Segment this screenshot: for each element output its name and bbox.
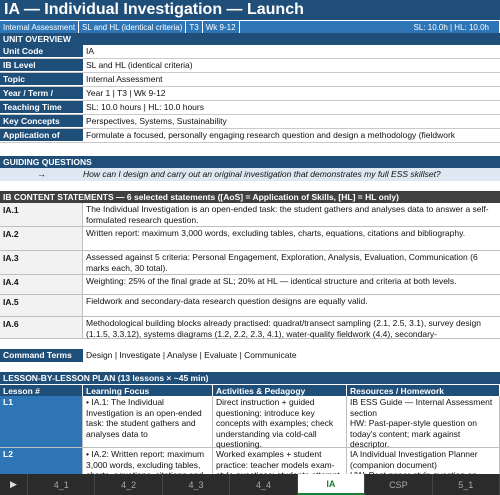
guiding-question: How can I design and carry out an original investigation that demonstrates my full ESS skillset? <box>83 169 441 179</box>
sheet-tab-4-2[interactable]: 4_2 <box>95 474 162 495</box>
content-statement-row <box>0 275 500 295</box>
column-header: Lesson # <box>0 385 83 396</box>
content-statement-row <box>0 317 500 339</box>
subtitle-item: SL: 10.0h | HL: 10.0h <box>411 21 500 33</box>
statement-text: Weighting: 25% of the final grade at SL; 20% at HL — identical structure and criteria at both levels. <box>86 276 457 286</box>
overview-label: Teaching Time <box>0 101 83 114</box>
lesson-resources: IB ESS Guide — Internal Assessment section HW: Past-paper-style question on today's content; mark against descriptor. <box>347 396 500 447</box>
lesson-resources: IA Individual Investigation Planner (companion document) <box>347 448 500 487</box>
overview-value: Formulate a focused, personally engaging research question and design a methodology (fieldwork <box>86 130 456 140</box>
overview-value: Internal Assessment <box>86 74 163 84</box>
sheet-tab-4-4[interactable]: 4_4 <box>230 474 297 495</box>
lesson-plan-heading: LESSON-BY-LESSON PLAN (13 lessons × ~45 min) <box>0 372 500 384</box>
overview-label: IB Level <box>0 59 83 72</box>
overview-value: Perspectives, Systems, Sustainability <box>86 116 227 126</box>
content-statement-row <box>0 251 500 275</box>
sheet-tab-csp[interactable]: CSP <box>365 474 432 495</box>
command-terms-value: Design | Investigate | Analyse | Evaluate | Communicate <box>86 350 297 360</box>
column-header: Activities & Pedagogy <box>213 385 347 396</box>
subtitle-item: SL and HL (identical criteria) <box>79 21 186 33</box>
sheet-tab-4-3[interactable]: 4_3 <box>163 474 230 495</box>
guiding-question-row <box>0 168 500 181</box>
lesson-row <box>0 396 500 448</box>
guiding-questions-heading: GUIDING QUESTIONS <box>0 156 500 168</box>
overview-value: SL and HL (identical criteria) <box>86 60 193 70</box>
unit-overview-heading: UNIT OVERVIEW <box>0 33 500 45</box>
overview-row <box>0 115 500 129</box>
subtitle-item: T3 <box>186 21 202 33</box>
overview-row <box>0 129 500 143</box>
content-statement-row <box>0 227 500 251</box>
statement-code: IA.2 <box>0 227 83 250</box>
overview-label: Application of <box>0 129 83 142</box>
overview-label: Key Concepts <box>0 115 83 128</box>
column-header: Learning Focus <box>83 385 213 396</box>
subtitle-item: Wk 9-12 <box>203 21 240 33</box>
overview-label: Topic <box>0 73 83 86</box>
content-statement-row <box>0 203 500 227</box>
statement-text: The Individual Investigation is an open-ended task: the student gathers and analyses data to answer a self-formulated research question. <box>86 204 489 225</box>
overview-value: IA <box>86 46 95 56</box>
overview-row <box>0 45 500 59</box>
overview-label: Year / Term / <box>0 87 83 100</box>
content-statements-heading: IB CONTENT STATEMENTS — 6 selected statements ([AoS] = Application of Skills, [HL] = HL only) <box>0 191 500 203</box>
content-statement-row <box>0 295 500 317</box>
overview-value: SL: 10.0 hours | HL: 10.0 hours <box>86 102 204 112</box>
statement-code: IA.1 <box>0 203 83 226</box>
statement-text: Fieldwork and secondary-data research question designs are equally valid. <box>86 296 368 306</box>
statement-text: Written report: maximum 3,000 words, excluding tables, charts, equations, citations and bibliography. <box>86 228 466 238</box>
sheet-tab-ia[interactable]: IA <box>298 474 365 495</box>
subtitle-item: Internal Assessment <box>0 21 79 33</box>
overview-label: Unit Code <box>0 45 83 58</box>
column-header: Resources / Homework <box>347 385 500 396</box>
sheet-tab-bar <box>0 474 500 495</box>
overview-row <box>0 59 500 73</box>
unit-overview-table <box>0 45 500 143</box>
overview-row <box>0 87 500 101</box>
play-icon[interactable]: ▶ <box>0 474 28 495</box>
statement-text: Assessed against 5 criteria: Personal Engagement, Exploration, Analysis, Evaluation, Communication (6 marks each, 30 total). <box>86 252 478 273</box>
statement-code: IA.3 <box>0 251 83 274</box>
lesson-number: L2 <box>0 448 83 487</box>
arrow-icon: → <box>37 169 46 179</box>
lesson-activities: Direct instruction + guided questioning: introduce key concepts with examples; check understanding via cold-call questioning. <box>213 396 347 447</box>
lesson-focus: • IA.2: Written report: maximum 3,000 words, excluding tables, <box>83 448 213 487</box>
statement-code: IA.6 <box>0 317 83 338</box>
command-terms-label: Command Terms <box>0 349 83 362</box>
statement-text: Methodological building blocks already practised: quadrat/transect sampling (2.1, 2.5, 3.1), survey design (1.1.5, 3.3.12), systems diagrams (1.2, 2.2, 2.3, 4.1), water-quality fieldwork (4.4), secondary- <box>86 318 481 339</box>
overview-value: Year 1 | T3 | Wk 9-12 <box>86 88 166 98</box>
overview-row <box>0 101 500 115</box>
subtitle-bar <box>0 20 500 33</box>
lesson-focus: • IA.1: The Individual Investigation is an open-ended task: the student gathers and analyses data to <box>83 396 213 447</box>
lesson-number: L1 <box>0 396 83 447</box>
statement-code: IA.5 <box>0 295 83 316</box>
lesson-activities: Worked examples + student practice: teacher models exam- <box>213 448 347 487</box>
sheet-tab-4-1[interactable]: 4_1 <box>28 474 95 495</box>
sheet-tab-5-1[interactable]: 5_1 <box>433 474 500 495</box>
lesson-plan-header <box>0 384 500 396</box>
command-terms-row <box>0 349 500 362</box>
page-title: IA — Individual Investigation — Launch <box>0 0 500 20</box>
overview-row <box>0 73 500 87</box>
content-statements-table <box>0 203 500 339</box>
statement-code: IA.4 <box>0 275 83 294</box>
